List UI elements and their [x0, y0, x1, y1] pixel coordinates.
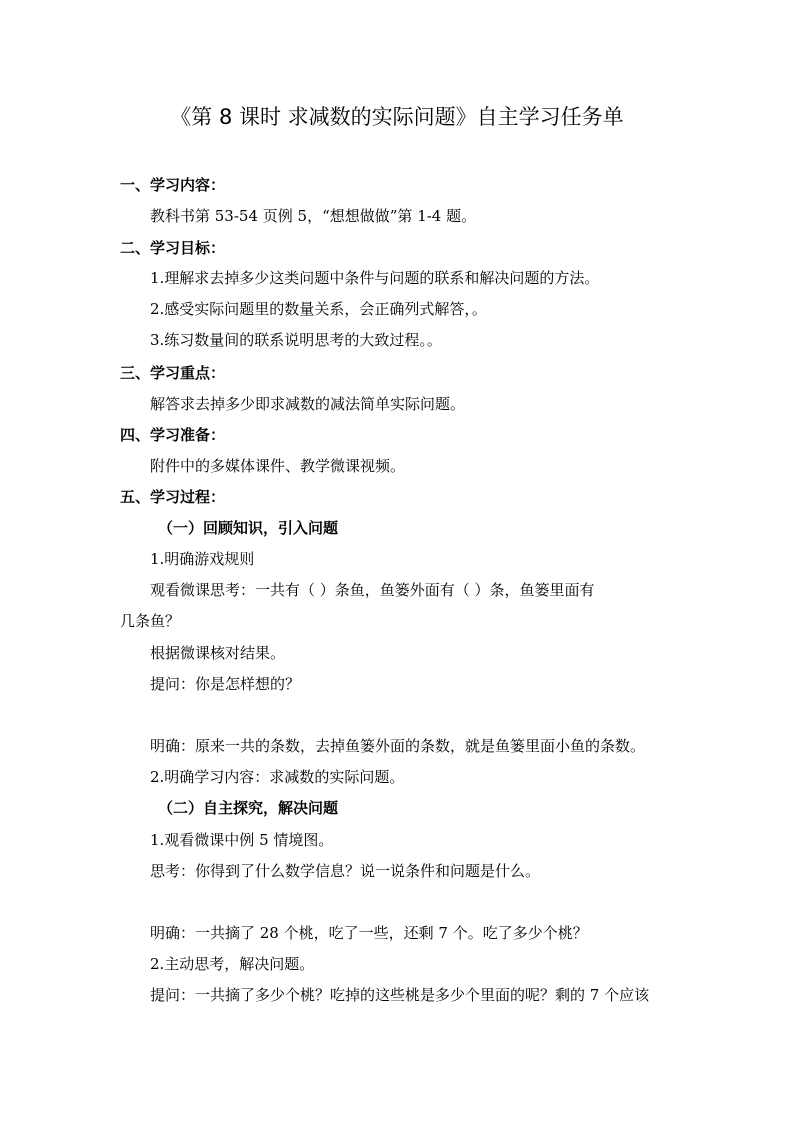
process-line: 2.明确学习内容：求减数的实际问题。	[150, 768, 405, 786]
goal-item-1: 1.理解求去掉多少这类问题中条件与问题的联系和解决问题的方法。	[150, 269, 600, 287]
section-heading-process: 五、学习过程：	[120, 488, 226, 506]
subsection-heading-explore: （二）自主探究，解决问题	[158, 799, 339, 817]
process-line: 明确：原来一共的条数，去掉鱼篓外面的条数，就是鱼篓里面小鱼的条数。	[150, 737, 646, 755]
process-line: 提问：你是怎样想的？	[150, 675, 301, 693]
process-line: 2.主动思考，解决问题。	[150, 955, 315, 973]
focus-text: 解答求去掉多少即求减数的减法简单实际问题。	[150, 395, 466, 413]
process-line: 思考：你得到了什么数学信息？说一说条件和问题是什么。	[150, 862, 541, 880]
section-heading-content: 一、学习内容：	[120, 176, 226, 194]
document-title: 《第 8 课时 求减数的实际问题》自主学习任务单	[170, 105, 624, 129]
process-line: 明确：一共摘了 28 个桃，吃了一些，还剩 7 个。吃了多少个桃？	[150, 924, 588, 942]
content-text: 教科书第 53-54 页例 5，“想想做做”第 1-4 题。	[150, 207, 477, 225]
goal-item-3: 3.练习数量间的联系说明思考的大致过程。。	[150, 331, 442, 349]
process-line: 几条鱼？	[120, 612, 181, 630]
subsection-heading-review: （一）回顾知识，引入问题	[158, 519, 339, 537]
goal-item-2: 2.感受实际问题里的数量关系，会正确列式解答，。	[150, 300, 487, 318]
process-line: 1.明确游戏规则	[150, 550, 255, 568]
process-line: 根据微课核对结果。	[150, 644, 286, 662]
section-heading-goals: 二、学习目标：	[120, 239, 226, 257]
section-heading-focus: 三、学习重点：	[120, 364, 226, 382]
process-line: 1.观看微课中例 5 情境图。	[150, 831, 334, 849]
section-heading-prep: 四、学习准备：	[120, 426, 226, 444]
process-line: 观看微课思考：一共有（ ）条鱼，鱼篓外面有（ ）条，鱼篓里面有	[150, 581, 595, 599]
prep-text: 附件中的多媒体课件、教学微课视频。	[150, 457, 406, 475]
process-line: 提问：一共摘了多少个桃？吃掉的这些桃是多少个里面的呢？剩的 7 个应该	[150, 986, 650, 1004]
